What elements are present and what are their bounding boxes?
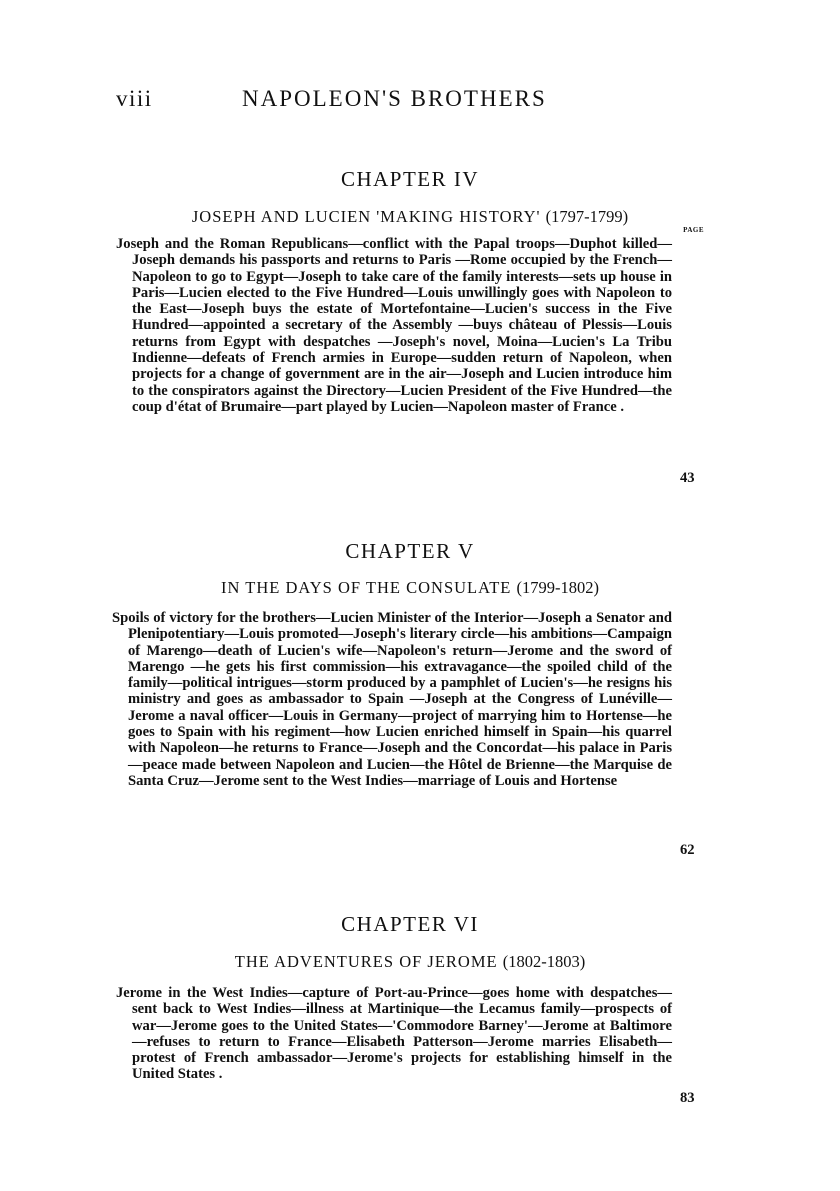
chapter-summary: Spoils of victory for the brothers—Lucien Minister of the Interior—Joseph a Senator and Plenipotentiary—Louis promoted—Joseph's literary circle—his ambitions—Campaign of Marengo—death of Lucien's wife—Napoleon's return—Jerome and the sword of Marengo —he gets his first commission—his extravagance—the spoiled child of the family—political intrigues—storm produced by a pamphlet of Lucien's—he resigns his ministry and goes as ambassador to Spain —Joseph at the Congress of Lunéville—Jerome a naval officer—Louis in Germany—project of marrying him to Hortense—he goes to Spain with his regiment—how Lucien enriched himself in Spain—his quarrel with Napoleon—he returns to France—Joseph and the Concordat—his palace in Paris—peace made between Napoleon and Lucien—the Hôtel de Brienne—the Marquise de Santa Cruz—Jerome sent to the West Indies—marriage of Louis and Hortense	[112, 610, 672, 789]
book-title: NAPOLEON'S BROTHERS	[242, 86, 547, 111]
chapter-dates: (1797-1799)	[545, 207, 629, 226]
chapter-page-number: 62	[680, 842, 695, 858]
chapter-label: CHAPTER VI	[341, 912, 479, 936]
chapter-dates: (1802-1803)	[502, 952, 586, 971]
page-column-label: PAGE	[683, 226, 704, 234]
chapter-dates: (1799-1802)	[516, 578, 599, 597]
chapter-title	[0, 578, 820, 598]
chapter-title-text: IN THE DAYS OF THE CONSULATE	[221, 578, 512, 597]
chapter-summary: Joseph and the Roman Republicans—conflict with the Papal troops—Duphot killed—Joseph demands his passports and returns to Paris —Rome occupied by the French—Napoleon to go to Egypt—Joseph to take care of the family interests—sets up house in Paris—Lucien elected to the Five Hundred—Louis unwillingly goes with Napoleon to the East—Joseph buys the estate of Mortefontaine—Lucien's success in the Five Hundred—appointed a secretary of the Assembly —buys château of Plessis—Louis returns from Egypt with despatches —Joseph's novel, Moina—Lucien's La Tribu Indienne—defeats of French armies in Europe—sudden return of Napoleon, when projects for a change of government are in the air—Joseph and Lucien introduce him to the conspirators against the Directory—Lucien President of the Five Hundred—the coup d'état of Brumaire—part played by Lucien—Napoleon master of France .	[116, 236, 672, 415]
chapter-label: CHAPTER V	[345, 539, 475, 563]
chapter-title	[0, 952, 820, 972]
chapter-page-number: 83	[680, 1090, 695, 1106]
chapter-summary: Jerome in the West Indies—capture of Port-au-Prince—goes home with despatches—sent back to West Indies—illness at Martinique—the Lecamus family—prospects of war—Jerome goes to the United States—'Commodore Barney'—Jerome at Baltimore—refuses to return to France—Elisabeth Patterson—Jerome marries Elisabeth—protest of French ambassador—Jerome's projects for establishing himself in the United States .	[116, 985, 672, 1083]
chapter-label: CHAPTER IV	[340, 167, 480, 191]
chapter-page-number: 43	[680, 470, 695, 486]
page-folio: viii	[116, 86, 153, 111]
chapter-title	[0, 207, 820, 227]
chapter-title-text: THE ADVENTURES OF JEROME	[234, 952, 498, 971]
chapter-title-text: JOSEPH AND LUCIEN 'MAKING HISTORY'	[191, 207, 541, 226]
